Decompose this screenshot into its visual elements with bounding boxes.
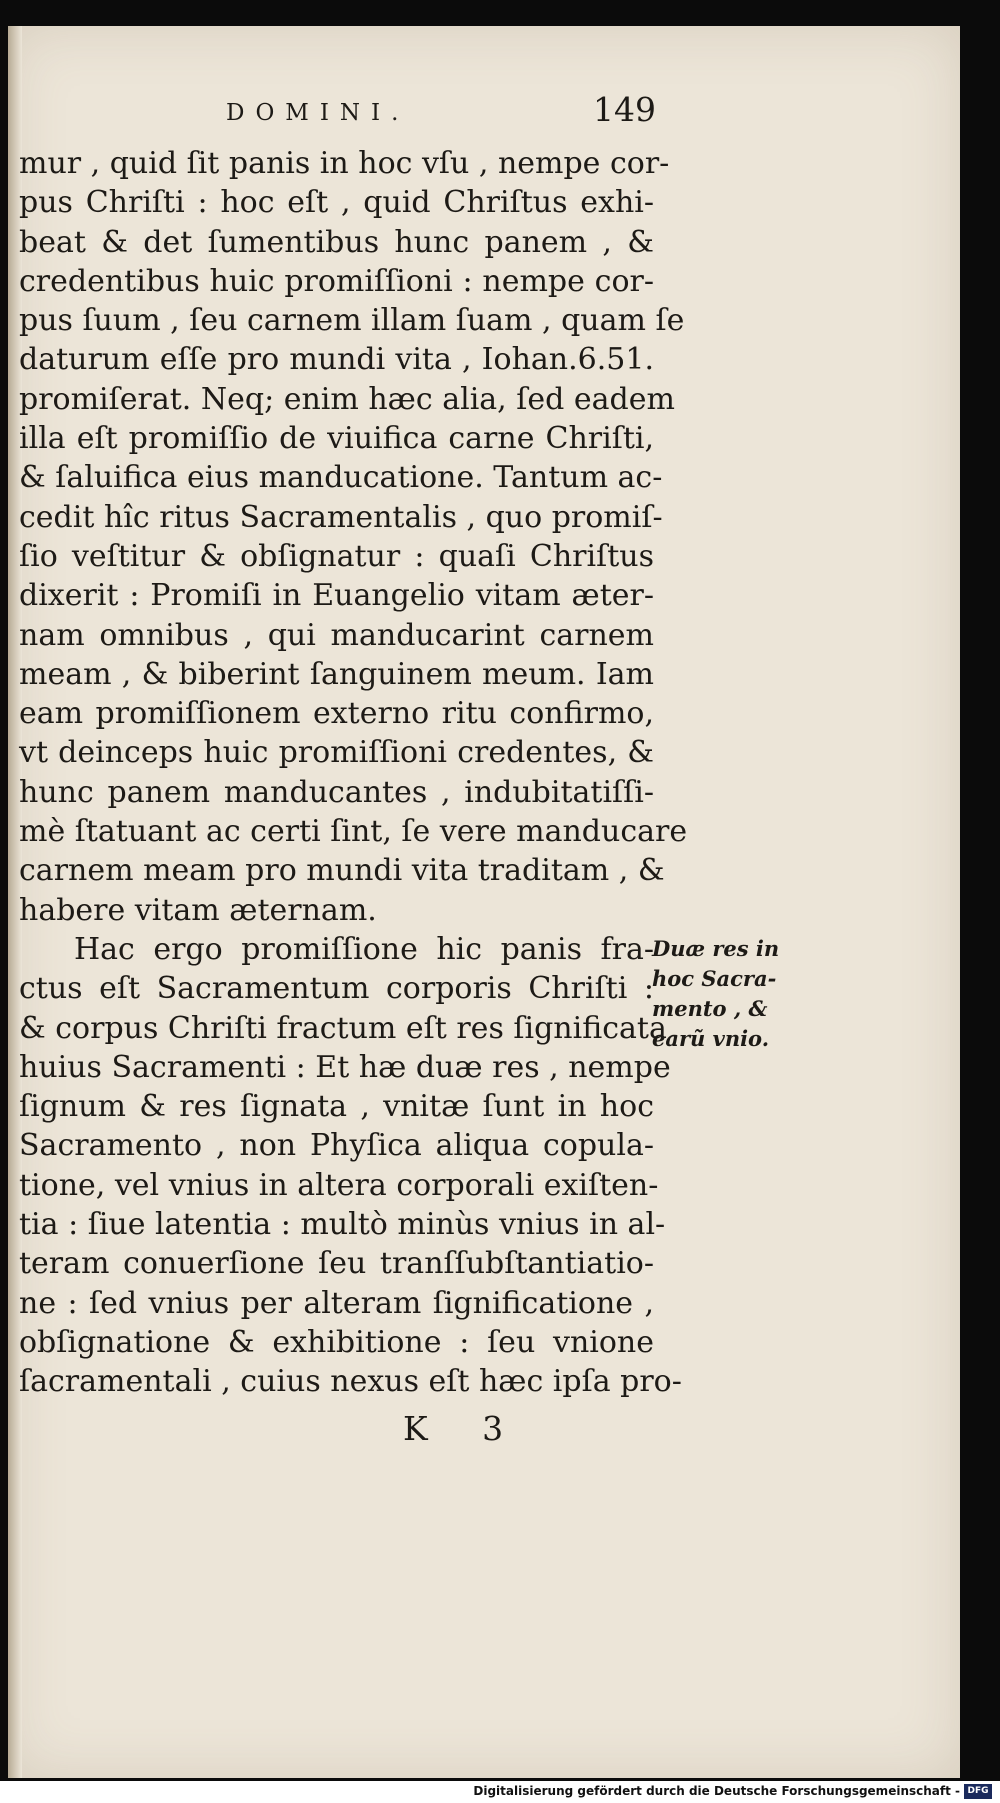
text-line: carnem meam pro mundi vita traditam , & — [19, 853, 665, 889]
text-line: hunc panem manducantes , indubitatiſſi- — [19, 774, 654, 810]
signature-mark: K 3 — [403, 1409, 526, 1448]
text-line: ſio veſtitur & obſignatur : quaſi Chriſtus — [19, 538, 654, 574]
text-line: pus Chriſti : hoc eſt , quid Chriſtus exhi- — [19, 185, 654, 221]
dfg-logo: DFG — [964, 1784, 992, 1799]
text-line: & ſaluifica eius manducatione. Tantum ac- — [19, 460, 663, 496]
text-line: tia : ſiue latentia : multò minùs vnius in al- — [19, 1207, 666, 1243]
text-line: beat & det ſumentibus hunc panem , & — [19, 224, 654, 260]
text-line: credentibus huic promiſſioni : nempe cor- — [19, 263, 654, 299]
text-line: obſignatione & exhibitione : ſeu vnione — [19, 1324, 654, 1360]
marginal-note-line: hoc Sacra- — [652, 966, 777, 991]
digitization-footer — [0, 1781, 1000, 1803]
text-line: daturum eſſe pro mundi vita , Iohan.6.51. — [19, 342, 654, 378]
text-line: meam , & biberint ſanguinem meum. Iam — [19, 656, 654, 692]
text-line: cedit hîc ritus Sacramentalis , quo promiſ- — [19, 499, 663, 535]
text-line: huius Sacramenti : Et hæ duæ res , nempe — [19, 1049, 671, 1085]
text-line: ctus eſt Sacramentum corporis Chriſti : — [19, 971, 654, 1007]
marginal-note-line: Duæ res in — [652, 936, 780, 961]
text-line: illa eſt promiſſio de viuifica carne Chriſti, — [19, 421, 654, 457]
running-title: DOMINI. — [226, 100, 410, 126]
paragraph-start-line: Hac ergo promiſſione hic panis fra- — [74, 931, 654, 967]
text-line: vt deinceps huic promiſſioni credentes, & — [19, 735, 654, 771]
main-text-block — [19, 144, 688, 1402]
text-line: teram conuerſione ſeu tranſſubſtantiatio- — [19, 1246, 654, 1282]
marginal-note — [652, 934, 792, 1054]
marginal-note-line: earũ vnio. — [652, 1026, 770, 1051]
marginal-note-line: mento , & — [652, 996, 768, 1021]
text-line: promiſerat. Neq; enim hæc alia, ſed eadem — [19, 381, 675, 417]
text-line: mur , quid ſit panis in hoc vſu , nempe cor- — [19, 146, 670, 181]
page-number: 149 — [593, 90, 656, 129]
text-line: nam omnibus , qui manducarint carnem — [19, 617, 654, 653]
text-line: tione, vel vnius in altera corporali exiſten- — [19, 1167, 659, 1203]
page-header — [226, 78, 656, 138]
funding-credit: Digitalisierung gefördert durch die Deutsche Forschungsgemeinschaft - — [473, 1784, 960, 1798]
text-line: mè ſtatuant ac certi ſint, ſe vere manducare — [19, 814, 688, 850]
text-line: & corpus Chriſti fractum eſt res ſignificata — [19, 1010, 667, 1046]
text-line: pus ſuum , ſeu carnem illam ſuam , quam ſe — [19, 303, 685, 339]
paragraph-end-line: habere vitam æternam. — [19, 892, 377, 928]
text-line: ſacramentali , cuius nexus eſt hæc ipſa pro- — [19, 1364, 682, 1400]
text-line: ſignum & res ſignata , vnitæ ſunt in hoc — [19, 1089, 654, 1125]
text-line: eam promiſſionem externo ritu confirmo, — [19, 696, 654, 732]
text-line: ne : ſed vnius per alteram ſignificatione , — [19, 1285, 654, 1321]
text-line: dixerit : Promiſi in Euangelio vitam æter- — [19, 578, 654, 614]
text-line: Sacramento , non Phyſica aliqua copula- — [19, 1128, 654, 1164]
